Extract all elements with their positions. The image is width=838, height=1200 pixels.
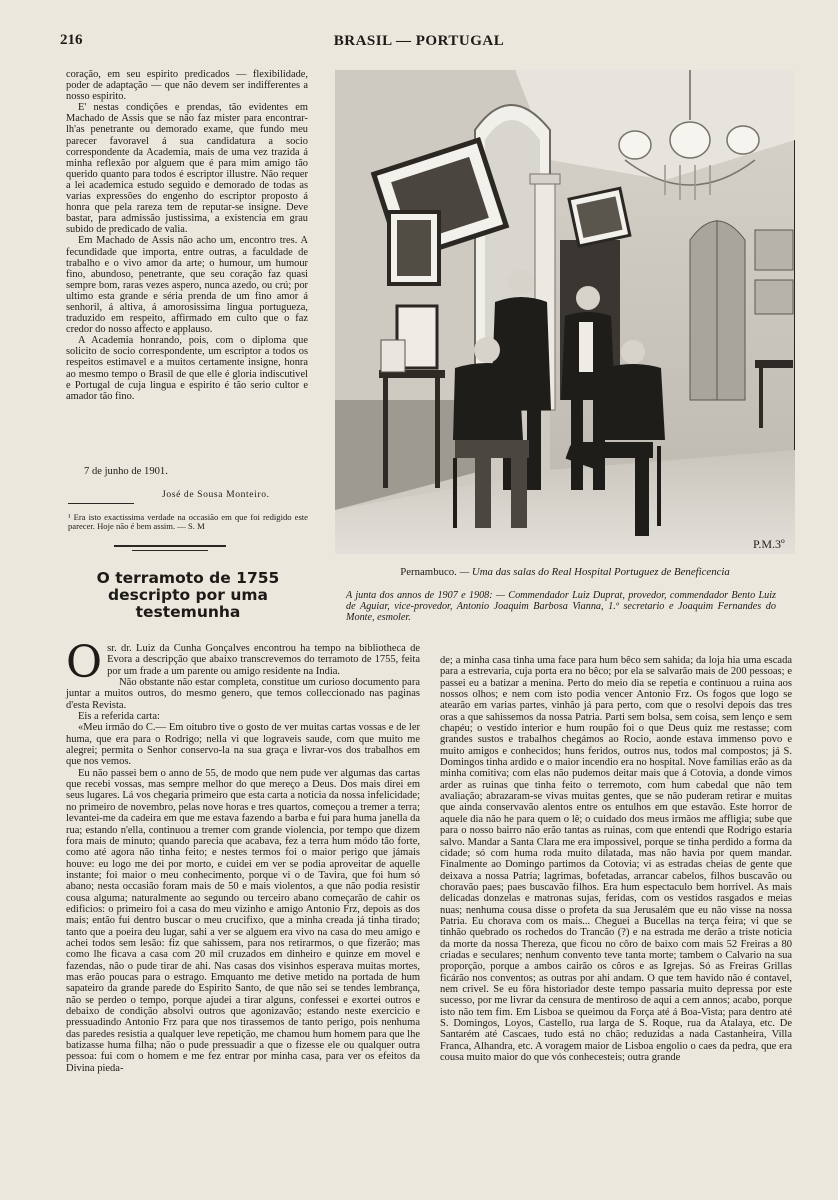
drop-cap: O — [66, 637, 103, 688]
footnote-divider — [68, 503, 134, 504]
caption-place: Pernambuco. — [400, 566, 457, 578]
page-number: 216 — [60, 32, 83, 48]
photo-caption-detail: A junta dos annos de 1907 e 1908: — Commendador Luiz Duprat, provedor, commendador Bento Luiz de Aguiar, vice-provedor, Antonio Joaquim Barbosa Vianna, 1.º secretario e Joaquim Fernandes do Monte, esmoler. — [346, 590, 776, 623]
caption-text: — Uma das salas do Real Hospital Portuguez de Beneficencia — [459, 566, 730, 578]
section-divider — [114, 545, 226, 547]
section-divider-thin — [132, 550, 208, 551]
running-title: BRASIL — PORTUGAL — [333, 33, 505, 49]
paragraph: Não obstante não estar completa, constitue um curioso documento para juntar a muitos outros, do mesmo genero, que temos colleccionado nas paginas d'esta Revista. — [66, 677, 420, 711]
paragraph: coração, em seu espirito predicados — flexibilidade, poder de adaptação — que não devem ser indifferentes a nosso espirito. — [66, 69, 308, 103]
letter-date: 7 de junho de 1901. — [84, 466, 168, 477]
paragraph: Eis a referida carta: — [78, 711, 160, 723]
author-signature: José de Sousa Monteiro. — [162, 489, 270, 500]
intro-text: sr. dr. Luiz da Cunha Gonçalves encontrou ha tempo na bibliotheca de Evora a descripção que abaixo transcrevemos do terramoto de 1755, feita por um frade a um parente ou amigo residente na India. — [107, 643, 420, 677]
paragraph: «Meu irmão do C.— Em oitubro tive o gosto de ver muitas cartas vossas e de ler huma, que era para o Rodrigo; nella vi que lograveis saude, com que muito me alegrei; permita o Senhor conservo-la na sua graça e livrar-vos dos trabalhos em que nos vemos. — [66, 722, 420, 768]
footnote: ¹ Era isto exactissima verdade na occasião em que foi redigido este parecer. Hoje não é bem assim. — S. M — [68, 512, 308, 532]
paragraph: Eu não passei bem o anno de 55, de modo que nem pude ver algumas das cartas que recebi vossas, mas sempre melhor do que mereço a Deus. Dos mais direi em seus lugares. Lá vos chegaria primeiro que esta carta a noticia da nossa infelicidade; no primeiro de novembro, pelas nove horas e tres quartos, começou a tremer a terra; levantei-me da cadeira em que me estava fazendo a barba e fui para huma janella da rua; estando n'ella, continuou a tremer com grande violencia, por tempo que dizem fora mais de minuto; quando parecia que acabava, fez a terra hum módo tão forte, como até agora não tinha feito; e nestes termos foi o maior perigo que jámais houve: eu logo me dei por morto, e cuidei em ver se podia aproveitar de aquelle instante; foi maior o meu conhecimento, porque vi o de Tavira, que foi hum só abano; nesta occasião foram mais de 50 e mais violentos, a que não podia resistir cousa alguma; naturalmente ao segundo ou terceiro abano começarão de cahir os edificios: o primeiro foi a casa do meu vizinho e amigo Antonio Frz, depois as dos mais; então fui dentro buscar o meu crucifixo, que a minha creada já tinha tirado; tanto que a poeira deu lugar, sahi a ver se alguem era vivo na casa do meu amigo e achei todos sem lesão: fiz que sahissem, para nos retirarmos, o que fizerão; mas como lhe ficava a casa com 20 mil cruzados em dinheiro e quinze em movel e fazendas, não o pude tirar de ahi. Nas casas dos visinhos esperava muitas mortes, mas erão poucas para o estrago. Emquanto me detive metido na portada de hum sapateiro da grande parede do Espirito Santo, de que não sei se tendes lembrança, não se perdeo o tempo, porque ajudei a tirar alguns, confessei e exortei outros e debaixo de condição absolvi outros que agonizavão; estando neste exercicio e pressuadindo Antonio Frz para que nos tirassemos de tanto perigo, pois nenhuma das paredes resistia a qualquer leve repetição, me chamou hum homem para que lhe batizasse huma filha; não o pude pressuadir a que o fizesse ele ou qualquer outra pessoa: fui com o homem e me fez entrar por minha casa, para ver os efeitos da Divina pieda- — [66, 767, 420, 1074]
paragraph: de; a minha casa tinha uma face para hum bêco sem sahida; da loja hia uma escada para a estrevaria, cuja porta era no bêco; por ela se salvarão mais de 200 pessoas; e passei eu a batizar a menina. Perto do meio dia se repetia e continuou a ruina aos nossos olhos; e nem com isto podia vencer Antonio Frz. Os fogos que logo se atearão em varias partes, vinhão já para perto, com que o resolvi depois das tres oras a que sahissemos da nossa Patria. Parti sem bolsa, sem coisa, sem lenço e sem chapéu; o vestido interior e hum roupão foi o que Deus quiz me restasse; com grandes sustos e trabalhos chegámos ao Rocio, aonde estava immenso povo e muito amigos e conhecidos; huns feridos, outros nus, todos mal compostos; já S. Domingos tinha ardido e o maior incendio era no hospital. Nove familias erão as da minha comitiva; com elas não pudemos deitar mais que á Cotovia, a donde vimos arder as ruinas que tinha feito o terremoto, com hum cabedal que não tem avaliação; abrazaram-se vivas muitas gentes, que se não puderam retirar e muitas que ainda conservavão alentos entre os entulhos em que estavão. Este horror de aquele dia não he para quem o lê; o cuidado dos meus irmãos me affligia; sube que para o nosso bairro não erão tantas as ruinas, com que entendi que Rodrigo estaria salvo. Mandar a Santa Clara me era impossivel, porque se tinha perdido a forma da cidade; só com huma roda muito dilatada, mas não havia por quem mandar. Finalmente ao Domingo partimos da Cotovia; vi as estradas cheias de gente que deixava a nossa Patria; lagrimas, bofetadas, arrancar cabelos, filhos buscavão ou choravão paes; paes buscavão filhos. Era hum espectaculo bem horrivel. As mais delicadas donzelas e matronas sujas, feridas, com os vestidos rasgados e meias nuas; nenhuma cousa disse o profeta da sua Jerusalém que eu não visse na nossa Patria. Eu chorava com os mais... Cheguei a Bucellas na terça feira; vi que se tinhão quebrado os rochedos do Trancão (?) e na estrada me derão a triste noticia da morte da nossa Thereza, que ficou no côro de baixo com mais 52 Freiras a 80 criadas e seculares; nenhum convento teve tanta morte; tambem o Calvario na sua proporção, porque a ambos cairão os côros e as Igrejas. Só as Freiras Grillas ficárão nos conventos; as outras por ahi andam. O que tem havido não é contavel, nem crivel. Se eu fôra historiador deste tempo passaria muito depressa por este sucesso, por me livrar da censura de mentiroso de aqui a cem annos; acabo, porque isto não tem fim. Em Lisboa se queimou da Força até á Boa-Vista; para dentro até S. Domingos, Loyos, Castello, rua larga de S. Roque, rua da Atalaya, etc. De Santarém até Cascaes, tudo está no chão; reduzidas a nada Castanheira, Villa Franca, Alhandra, etc. A voragem maior de Lisboa engolio o caes da pedra, que era cousa muito maior do que vós conhecesteis; outra grande — [440, 655, 792, 1064]
paragraph: A Academia honrando, pois, com o diploma que solicito de socio correspondente, um escriptor a todos os respeitos estimavel e a muitos certamente insigne, honra ao mesmo tempo o Brasil de que elle é gloria indiscutivel e Portugal de cuja lingua e espirito é tão serio cultor e amador tão fino. — [66, 335, 308, 402]
paragraph: E' nestas condições e prendas, tão evidentes em Machado de Assis que se não faz mister para encontrar-lh'as penetrante ou demorado exame, que fundo meu parecer favoravel á sua candidatura a socio correspondente da Academia, mais de uma vez trazida á minha reflexão por alguem que é para mim amigo tão querido quanto para todos é escriptor illustre. Não requer a lei academica estudo seguido e demorado de todas as varias expressões do engenho do escriptor proposto á honra que pela rareza tem de reputar-se insigne. Deve bastar, para admissão justissima, a existencia em grau subido de predicado de valia. — [66, 102, 308, 236]
paragraph: Em Machado de Assis não acho um, encontro tres. A fecundidade que importa, entre outras, a faculdade de trabalho e o vivo amor da arte; o humour, um humour fino, abundoso, penetrante, que seu coração faz quasi sempre bom, raras vezes aspero, nunca azedo, ou crú; por ultimo esta grande e séria prenda de um fino amor á senhoril, á altiva, á amorosissima lingua portugueza, traduzido em respeito, affirmado em culto que o faz credor do nosso affecto e applauso. — [66, 235, 308, 336]
left-column-text — [66, 69, 308, 402]
article-left-column — [66, 637, 420, 1074]
section-title: O terramoto de 1755 descripto por uma testemunha — [96, 569, 280, 621]
photo-signature: P.M.3º — [753, 537, 785, 551]
article-intro — [66, 637, 420, 688]
photo-caption — [340, 566, 790, 578]
hospital-room-photo — [335, 70, 795, 554]
article-right-column — [440, 655, 792, 1063]
